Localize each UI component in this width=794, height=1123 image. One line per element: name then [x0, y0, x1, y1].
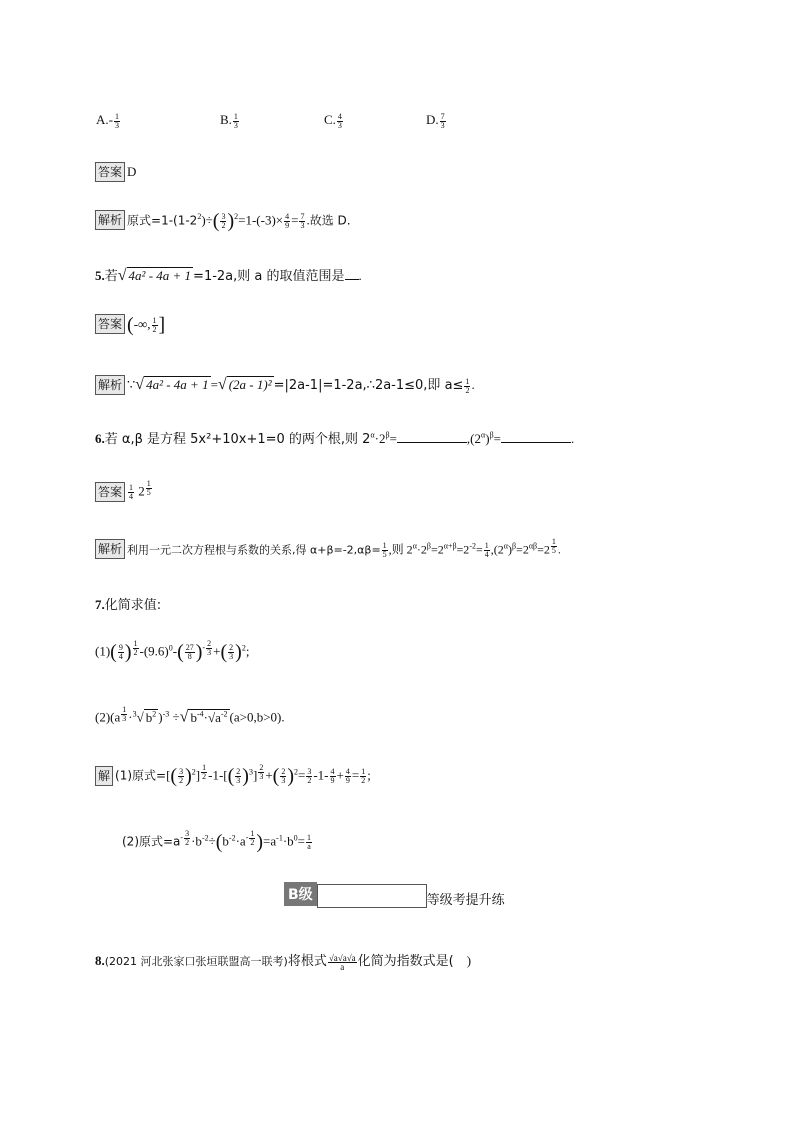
analysis-tag: 解析 [95, 210, 125, 230]
q5-answer: 答案 (-∞, $\frac{1}{2}$ ] [95, 314, 165, 337]
q8-question: 8.(2021 河北张家口张垣联盟高一联考)将根式 $\frac{√a√a√a}{a}$ 化简为指数式是( ) [95, 952, 472, 972]
solution-tag: 解 [95, 766, 113, 786]
q5-question: 5.若√ 4a² - 4a + 1 =1-2a,则 a 的取值范围是 . [95, 267, 362, 284]
option-b: B. $\frac{1}{3}$ [220, 111, 238, 130]
q7-part1: (1)( $\frac{9}{4}$ ) $^{\frac{1}{2}}$ $-(9.6)^0-$( $\frac{27}{8}$ )$^{- \frac{2}{3}}$ +( $\frac{2}{3}$ )$^2$; [95, 639, 250, 664]
analysis-tag: 解析 [95, 375, 125, 395]
level-badge: B级 [284, 882, 317, 906]
q6-question: 6.若 α,β 是方程 5x²+10x+1=0 的两个根,则 $2^\alpha\cdot 2^\beta= ,(2^\alpha)^\beta=$ . [95, 430, 575, 447]
level-b-header: B级 等级考提升练 [284, 882, 505, 908]
answer-tag: 答案 [95, 482, 125, 502]
q4-answer: 答案 D [95, 162, 136, 182]
q5-analysis: 解析 ∵√ 4a² - 4a + 1 =√ (2a - 1)² =|2a-1|=1-2a,∴2a-1≤0,即 a≤ $\frac{1}{2}$ . [95, 374, 475, 395]
analysis-tag: 解析 [95, 539, 125, 559]
answer-tag: 答案 [95, 162, 125, 182]
option-c: C. $\frac{4}{3}$ [324, 111, 342, 130]
option-d: D. $\frac{7}{3}$ [426, 111, 445, 130]
q6-analysis: 解析 利用一元二次方程根与系数的关系,得 α+β=-2,αβ= $\frac{1}{5}$ ,则 $2^\alpha\cdot 2^\beta=2^{\alpha+\beta}=2^{-2}=$ $\frac{1}{4}$ $,(2^\alpha)^\beta=2^{\alpha\beta}=2$ $^{\frac{1}{5}}$ . [95, 538, 561, 559]
answer-tag: 答案 [95, 314, 125, 334]
option-a: A.- $\frac{1}{3}$ [96, 111, 119, 130]
q4-analysis: 解析 原式$=1-(1-2^2)\div$( $\frac{3}{2}$ )$^2$=1-(-3)× $\frac{4}{9}$ = $\frac{7}{3}$ .故选 D. [95, 210, 351, 233]
q7-part2: (2)(a $^{\frac{1}{3}}$ ·$^3$√ $b^2$ )$^{-3}$ ÷√ $b^{-4}\cdot√a^{-2}$ (a>0,b>0). [95, 705, 285, 726]
q7-solution2: (2)原式$=a^{- \frac{3}{2}}$ $\cdot b^{-2}\div(b^{-2}\cdot a^{- \frac{1}{2}}$ )$=a^{-1}\cdot b^0=$ $\frac{1}{a}$ [122, 829, 312, 854]
q7-title: 7.化简求值: [95, 597, 162, 613]
level-box [317, 884, 427, 908]
q7-solution1: 解 (1)原式=[( $\frac{3}{2}$ )$^2$] $^{\frac{1}{2}}$ -1-[( $\frac{2}{3}$ )$^3$] $^{\frac{2}{3}}$ +( $\frac{2}{3}$ )$^2$= $\frac{3}{2}$ -1- $\frac{4}{9}$ + $\frac{4}{9}$ = $\frac{1}{2}$ ; [95, 764, 371, 788]
q6-answer: 答案 $\frac{1}{4}$ 2 $^{\frac{1}{5}}$ [95, 480, 153, 502]
